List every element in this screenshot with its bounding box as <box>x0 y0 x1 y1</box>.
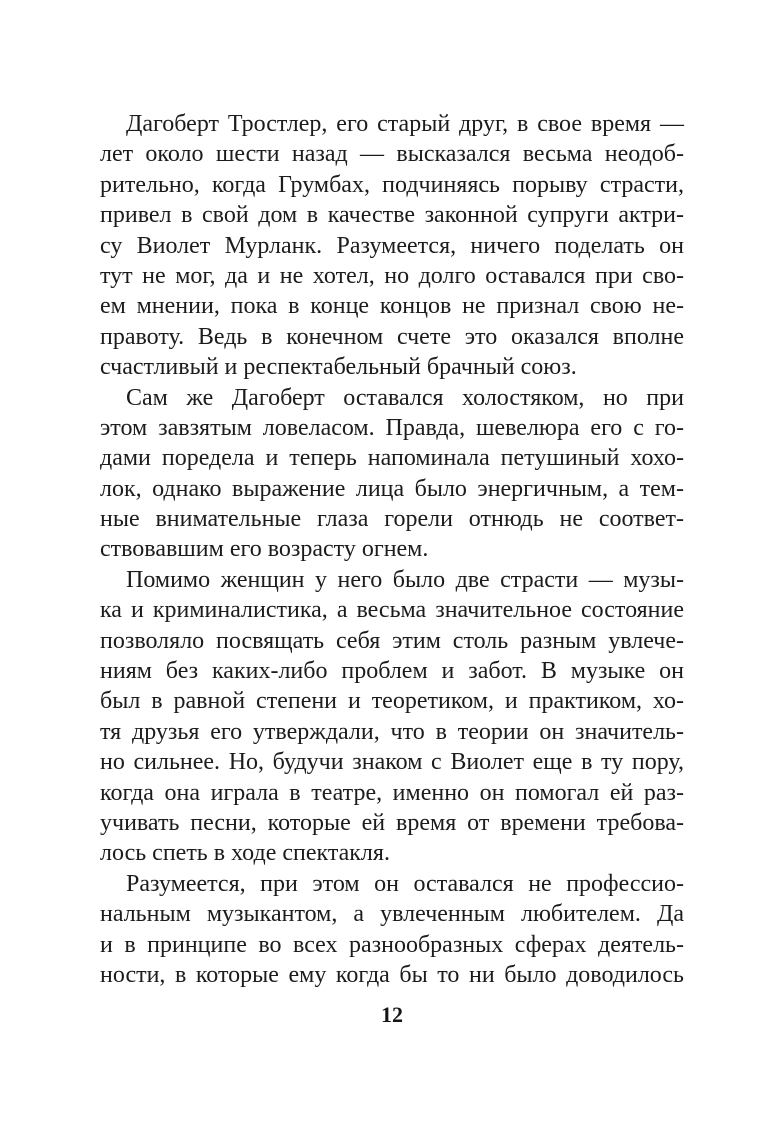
text-line: лок, однако выражение лица было энергичным, а тем- <box>100 475 684 502</box>
text-line: ности, в которые ему когда бы то ни было доводилось <box>100 961 684 988</box>
paragraph <box>100 565 684 869</box>
text-line: ные внимательные глаза горели отнюдь не соответ- <box>100 506 684 533</box>
text-line: дами поредела и теперь напоминала петушиный хохо- <box>100 445 684 472</box>
paragraph <box>100 109 684 383</box>
text-line: позволяло посвящать себя этим столь разным увлече- <box>100 627 684 654</box>
page-number: 12 <box>381 1002 403 1027</box>
text-line: привел в свой дом в качестве законной супруги актри- <box>100 202 684 229</box>
text-line: и в принципе во всех разнообразных сферах деятель- <box>100 931 684 958</box>
text-line: учивать песни, которые ей время от времени требова- <box>100 809 684 836</box>
text-line: этом завзятым ловеласом. Правда, шевелюра его с го- <box>100 414 684 441</box>
text-line: Дагоберт Тростлер, его старый друг, в свое время — <box>126 111 684 137</box>
paragraph <box>100 383 684 565</box>
text-line: тя друзья его утверждали, что в теории он значитель- <box>100 718 684 745</box>
text-line: правоту. Ведь в конечном счете это оказался вполне <box>100 323 684 350</box>
text-line: был в равной степени и теоретиком, и практиком, хо- <box>100 688 684 715</box>
text-block <box>100 109 684 990</box>
text-line: счастливый и респектабельный брачный союз. <box>100 354 577 381</box>
text-line: лет около шести назад — высказался весьма неодоб- <box>100 141 684 168</box>
paragraph <box>100 869 684 991</box>
text-line: Сам же Дагоберт оставался холостяком, но при <box>126 384 684 411</box>
text-line: ниям без каких-либо проблем и забот. В музыке он <box>100 658 684 685</box>
text-line: ка и криминалистика, а весьма значительное состояние <box>100 597 684 624</box>
text-line: нальным музыкантом, а увлеченным любителем. Да <box>100 901 684 928</box>
text-line: Помимо женщин у него было две страсти — музы- <box>126 566 684 593</box>
text-line: тут не мог, да и не хотел, но долго оставался при сво- <box>100 262 684 289</box>
text-line: лось спеть в ходе спектакля. <box>100 840 390 867</box>
text-line: Разумеется, при этом он оставался не профессио- <box>126 870 684 897</box>
text-line: ствовавшим его возрасту огнем. <box>100 536 429 563</box>
text-line: рительно, когда Грумбах, подчиняясь порыву страсти, <box>100 171 684 198</box>
text-line: но сильнее. Но, будучи знаком с Виолет еще в ту пору, <box>100 749 684 776</box>
text-line: ем мнении, пока в конце концов не признал свою не- <box>100 293 684 320</box>
text-line: су Виолет Мурланк. Разумеется, ничего поделать он <box>100 232 684 259</box>
text-line: когда она играла в театре, именно он помогал ей раз- <box>100 779 684 806</box>
